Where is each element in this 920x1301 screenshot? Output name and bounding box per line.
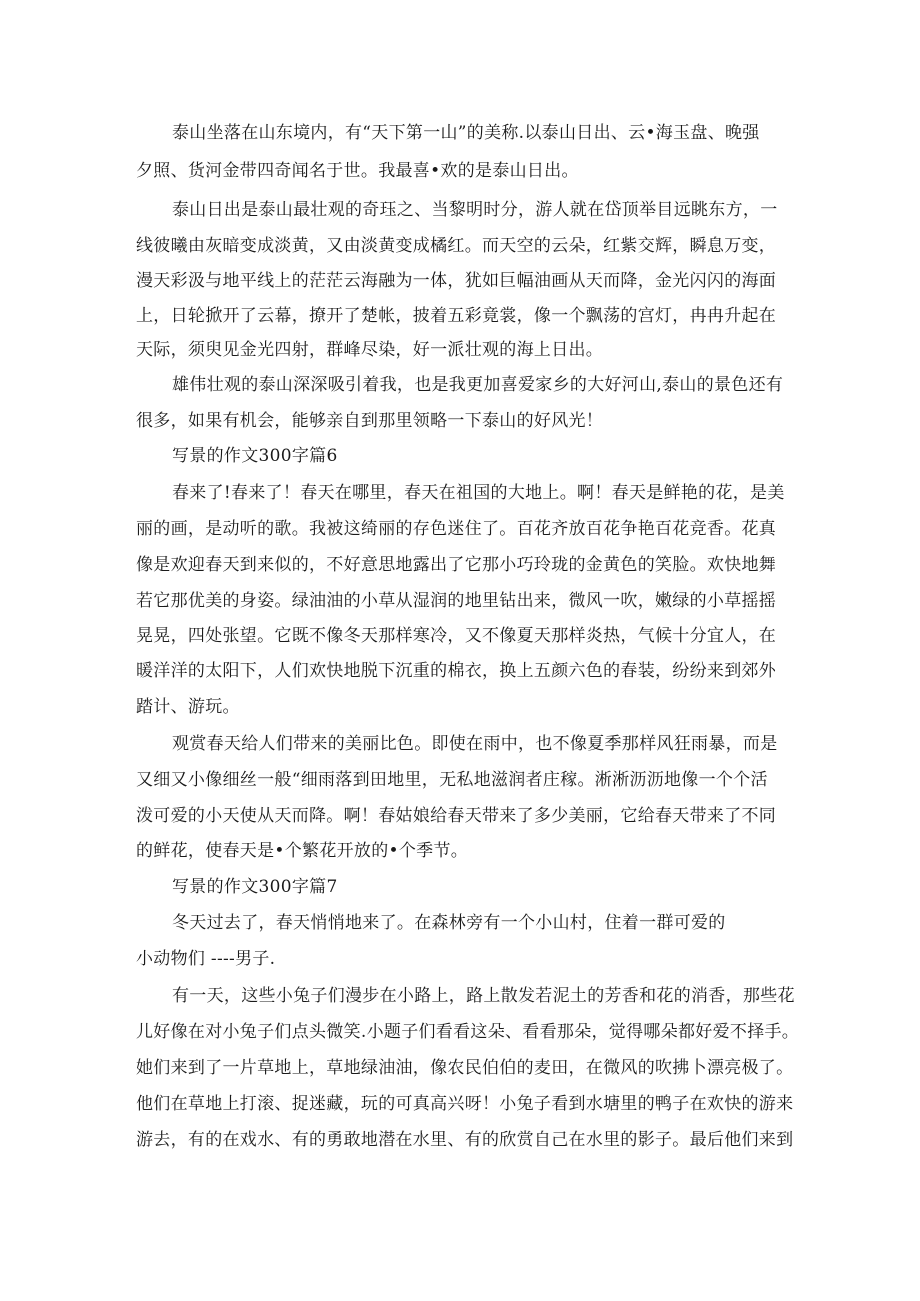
paragraph-line: 晃晃，四处张望。它既不像冬天那样寒冷，又不像夏天那样炎热，气候十分宜人，在: [136, 626, 777, 646]
paragraph-line: 泰山坐落在山东境内，有“天下第一山”的美称.以泰山日出、云•海玉盘、晚强: [172, 123, 760, 143]
paragraph-line: 踏计、游玩。: [136, 697, 240, 717]
paragraph-line: 上，日轮掀开了云幕，撩开了楚帐，披着五彩竟裳，像一个飘荡的宫灯，冉冉升起在: [136, 306, 777, 326]
paragraph-line: 线彼曦由灰暗变成淡黄，又由淡黄变成橘红。而天空的云朵，红紫交辉，瞬息万变，: [136, 236, 777, 256]
paragraph-line: 的鲜花，使春天是•个繁花开放的•个季节。: [136, 841, 469, 861]
paragraph-line: 泰山日出是泰山最壮观的奇珏之、当黎明时分，游人就在岱顶举目远眺东方，一: [172, 200, 778, 220]
paragraph-line: 他们在草地上打滚、捉迷藏，玩的可真高兴呀！小兔子看到水塘里的鸭子在欢快的游来: [136, 1094, 794, 1114]
paragraph-line: 观赏春天给人们带来的美丽比色。即使在雨中，也不像夏季那样风狂雨暴，而是: [172, 734, 778, 754]
paragraph-line: 很多，如果有机会，能够亲自到那里领略一下泰山的好风光！: [136, 411, 604, 431]
paragraph-line: 天际，须臾见金光四射，群峰尽染，好一派壮观的海上日出。: [136, 340, 604, 360]
paragraph-line: 夕照、货河金带四奇闻名于世。我最喜•欢的是泰山日出。: [136, 161, 579, 181]
paragraph-line: 丽的画，是动听的歌。我被这绮丽的存色迷住了。百花齐放百花争艳百花竞香。花真: [136, 519, 777, 539]
paragraph-line: 漫天彩汲与地平线上的茫茫云海融为一体，犹如巨幅油画从天而降，金光闪闪的海面: [136, 271, 777, 291]
paragraph-line: 小动物们 ----男子.: [136, 949, 276, 969]
section-heading: 写景的作文300字篇6: [172, 446, 338, 466]
paragraph-line: 游去，有的在戏水、有的勇敢地潜在水里、有的欣赏自己在水里的影子。最后他们来到: [136, 1130, 794, 1150]
paragraph-line: 有一天，这些小兔子们漫步在小路上，路上散发若泥土的芳香和花的消香，那些花: [172, 986, 795, 1006]
paragraph-line: 像是欢迎春天到来似的，不好意思地露出了它那小巧玲珑的金黄色的笑脸。欢快地舞: [136, 555, 777, 575]
paragraph-line: 儿好像在对小兔子们点头微笑.小题子们看看这朵、看看那朵，觉得哪朵都好爱不择手。: [136, 1022, 800, 1042]
paragraph-line: 暖洋洋的太阳下，人们欢快地脱下沉重的棉衣，换上五颜六色的春装，纷纷来到郊外: [136, 661, 777, 681]
paragraph-line: 雄伟壮观的泰山深深吸引着我，也是我更加喜爱家乡的大好河山,泰山的景色还有: [172, 375, 784, 395]
paragraph-line: 泼可爱的小天使从天而降。啊！春姑娘给春天带来了多少美丽，它给春天带来了不同: [136, 806, 777, 826]
paragraph-line: 冬天过去了，春天悄悄地来了。在森林旁有一个小山村，住着一群可爱的: [172, 913, 726, 933]
paragraph-line: 春来了!春来了！春天在哪里，春天在祖国的大地上。啊！春天是鲜艳的花，是美: [172, 483, 785, 503]
paragraph-line: 又细又小像细丝一般“细雨落到田地里，无私地滋润者庄稼。淅淅沥沥地像一个个活: [136, 770, 768, 790]
paragraph-line: 她们来到了一片草地上，草地绿油油，像农民伯伯的麦田，在微风的吹拂卜漂亮极了。: [136, 1058, 794, 1078]
paragraph-line: 若它那优美的身姿。绿油油的小草从湿润的地里钻出来，微风一吹，嫩绿的小草摇摇: [136, 591, 777, 611]
section-heading: 写景的作文300字篇7: [172, 877, 338, 897]
